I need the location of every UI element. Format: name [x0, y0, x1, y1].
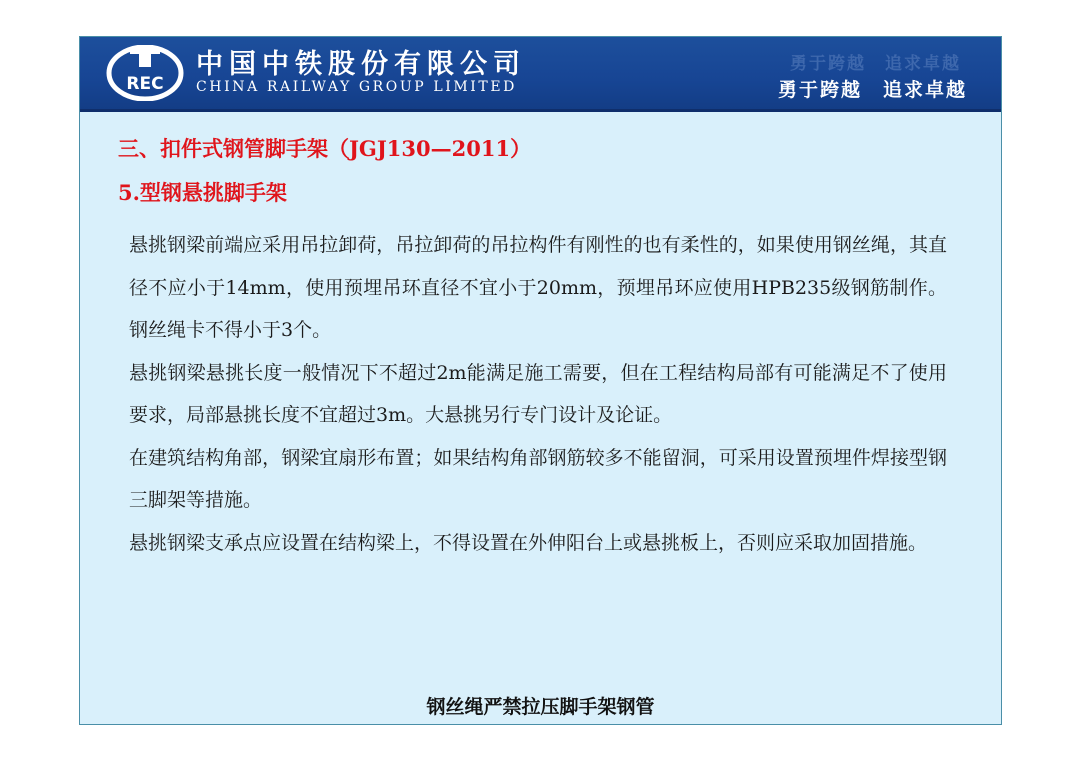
slogan: 勇于跨越 追求卓越 — [777, 79, 967, 101]
company-logo — [106, 45, 184, 101]
slide — [79, 36, 1002, 725]
paragraph: 悬挑钢梁前端应采用吊拉卸荷，吊拉卸荷的吊拉构件有刚性的也有柔性的，如果使用钢丝绳，其直径不应小于14mm，使用预埋吊环直径不宜小于20mm，预埋吊环应使用HPB235级钢筋制作。钢丝绳卡不得小于3个。 — [129, 234, 947, 341]
slogan-watermark: 勇于跨越 追求卓越 — [790, 54, 961, 74]
body-text — [129, 224, 947, 564]
company-name-en: CHINA RAILWAY GROUP LIMITED — [196, 79, 517, 95]
image-caption: 钢丝绳严禁拉压脚手架钢管 — [426, 696, 655, 718]
paragraph: 悬挑钢梁悬挑长度一般情况下不超过2m能满足施工需要，但在工程结构局部有可能满足不了使用要求，局部悬挑长度不宜超过3m。大悬挑另行专门设计及论证。 — [129, 361, 947, 426]
company-name-cn: 中国中铁股份有限公司 — [196, 49, 526, 80]
section-title: 三、扣件式钢管脚手架（JGJ130—2011） — [118, 136, 532, 161]
header-bar — [80, 37, 1001, 109]
sub-title: 5.型钢悬挑脚手架 — [118, 180, 287, 205]
paragraph: 在建筑结构角部，钢梁宜扇形布置；如果结构角部钢筋较多不能留洞，可采用设置预埋件焊接型钢三脚架等措施。 — [129, 446, 947, 511]
header-divider — [80, 109, 1001, 112]
paragraph: 悬挑钢梁支承点应设置在结构梁上，不得设置在外伸阳台上或悬挑板上，否则应采取加固措施。 — [129, 531, 928, 554]
logo-text: REC — [126, 74, 164, 94]
